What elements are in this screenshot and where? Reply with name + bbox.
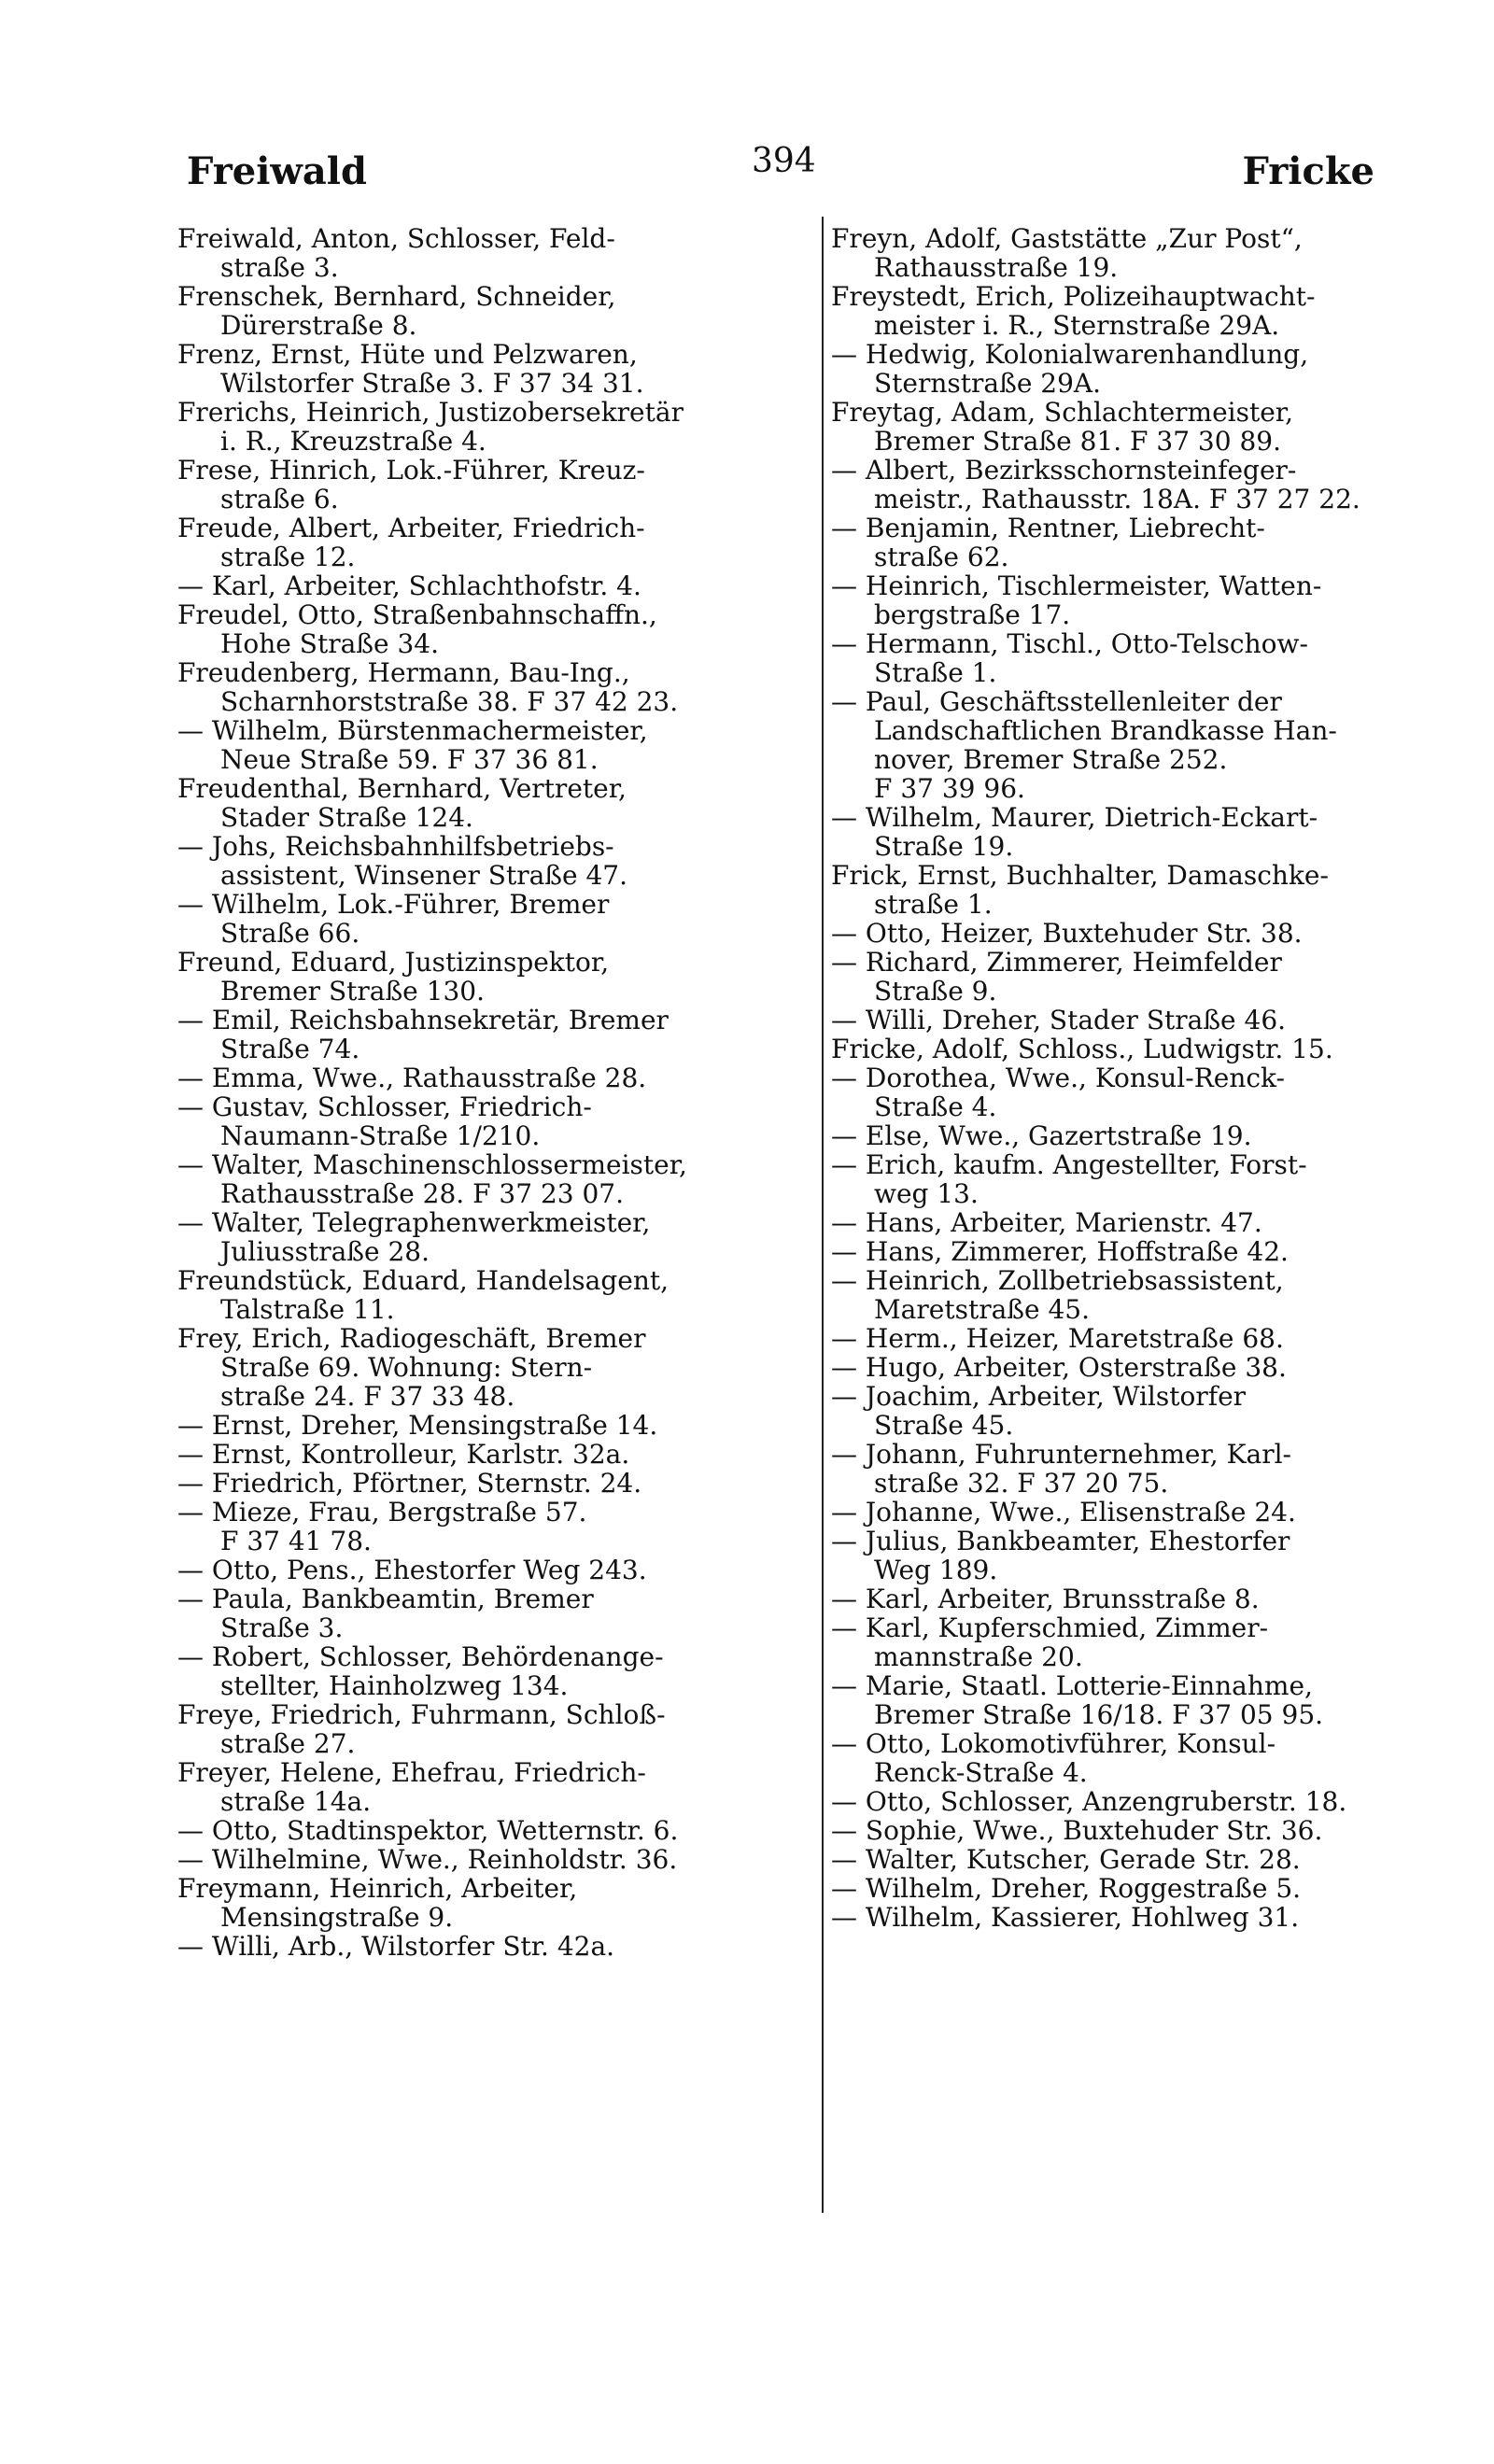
page-header (0, 142, 1494, 205)
directory-entry-line: straße 27. (220, 1729, 356, 1758)
directory-entry-line: Bremer Straße 130. (220, 977, 485, 1006)
directory-entry-line: Weg 189. (874, 1556, 998, 1584)
directory-entry-line: — Gustav, Schlosser, Friedrich- (177, 1092, 592, 1121)
directory-entry-line: Dürerstraße 8. (220, 311, 417, 340)
directory-entry-line: Freytag, Adam, Schlachtermeister, (831, 398, 1294, 427)
directory-entry-line: Frey, Erich, Radiogeschäft, Bremer (177, 1324, 646, 1353)
directory-entry-line: — Joachim, Arbeiter, Wilstorfer (831, 1382, 1247, 1411)
directory-entry-line: straße 3. (220, 253, 339, 282)
directory-entry-line: Frenschek, Bernhard, Schneider, (177, 282, 616, 311)
directory-entry-line: Freudenberg, Hermann, Bau-Ing., (177, 658, 630, 687)
directory-entry-line: — Paul, Geschäftsstellenleiter der (831, 687, 1282, 716)
directory-entry-line: — Hedwig, Kolonialwarenhandlung, (831, 340, 1309, 369)
directory-entry-line: Straße 69. Wohnung: Stern- (220, 1353, 593, 1382)
directory-entry-line: — Johs, Reichsbahnhilfsbetriebs- (177, 832, 614, 861)
directory-entry-line: — Hans, Zimmerer, Hoffstraße 42. (831, 1237, 1289, 1266)
directory-entry-line: — Marie, Staatl. Lotterie-Einnahme, (831, 1671, 1313, 1700)
directory-entry-line: Neue Straße 59. F 37 36 81. (220, 745, 599, 774)
directory-entry-line: Straße 74. (220, 1035, 360, 1063)
directory-entry-line: — Otto, Pens., Ehestorfer Weg 243. (177, 1556, 647, 1584)
header-first-entry: Freiwald (187, 149, 367, 193)
directory-entry-line: — Hugo, Arbeiter, Osterstraße 38. (831, 1353, 1287, 1382)
directory-entry-line: Mensingstraße 9. (220, 1903, 454, 1932)
directory-entry-line: Freundstück, Eduard, Handelsagent, (177, 1266, 669, 1295)
directory-entry-line: — Wilhelm, Maurer, Dietrich-Eckart- (831, 803, 1318, 832)
directory-entry-line: Freyer, Helene, Ehefrau, Friedrich- (177, 1758, 646, 1787)
directory-entry-line: Rathausstraße 19. (874, 253, 1119, 282)
directory-entry-line: — Mieze, Frau, Bergstraße 57. (177, 1498, 587, 1527)
directory-entry-line: nover, Bremer Straße 252. (874, 745, 1228, 774)
column-divider (822, 217, 824, 2213)
directory-entry-line: — Johann, Fuhrunternehmer, Karl- (831, 1440, 1292, 1469)
directory-entry-line: Freye, Friedrich, Fuhrmann, Schloß- (177, 1700, 666, 1729)
directory-entry-line: — Benjamin, Rentner, Liebrecht- (831, 514, 1265, 542)
directory-entry-line: stellter, Hainholzweg 134. (220, 1671, 569, 1700)
directory-entry-line: bergstraße 17. (874, 600, 1071, 629)
directory-entry-line: Freude, Albert, Arbeiter, Friedrich- (177, 514, 645, 542)
directory-entry-line: — Johanne, Wwe., Elisenstraße 24. (831, 1498, 1296, 1527)
directory-entry-line: Frese, Hinrich, Lok.-Führer, Kreuz- (177, 456, 645, 485)
directory-entry-line: Straße 66. (220, 919, 360, 948)
directory-entry-line: Sternstraße 29A. (874, 369, 1102, 398)
directory-entry-line: — Robert, Schlosser, Behördenange- (177, 1642, 664, 1671)
directory-entry-line: Bremer Straße 16/18. F 37 05 95. (874, 1700, 1324, 1729)
directory-entry-line: — Walter, Maschinenschlossermeister, (177, 1150, 687, 1179)
directory-entry-line: straße 6. (220, 485, 339, 514)
directory-entry-line: — Ernst, Kontrolleur, Karlstr. 32a. (177, 1440, 630, 1469)
directory-entry-line: straße 1. (874, 890, 993, 919)
directory-entry-line: Freystedt, Erich, Polizeihauptwacht- (831, 282, 1316, 311)
directory-entry-line: Freyn, Adolf, Gaststätte „Zur Post“, (831, 224, 1303, 253)
directory-entry-line: — Otto, Stadtinspektor, Wetternstr. 6. (177, 1816, 679, 1845)
directory-entry-line: Hohe Straße 34. (220, 629, 439, 658)
left-column (177, 224, 817, 1961)
directory-entry-line: straße 12. (220, 542, 356, 571)
directory-entry-line: — Julius, Bankbeamter, Ehestorfer (831, 1527, 1290, 1556)
directory-entry-line: — Otto, Heizer, Buxtehuder Str. 38. (831, 919, 1303, 948)
directory-entry-line: — Heinrich, Tischlermeister, Watten- (831, 571, 1322, 600)
directory-entry-line: weg 13. (874, 1179, 979, 1208)
directory-entry-line: — Hermann, Tischl., Otto-Telschow- (831, 629, 1308, 658)
directory-entry-line: Bremer Straße 81. F 37 30 89. (874, 427, 1281, 456)
directory-entry-line: — Herm., Heizer, Maretstraße 68. (831, 1324, 1284, 1353)
directory-entry-line: — Richard, Zimmerer, Heimfelder (831, 948, 1282, 977)
directory-entry-line: — Wilhelm, Dreher, Roggestraße 5. (831, 1874, 1302, 1903)
directory-entry-line: Straße 19. (874, 832, 1014, 861)
directory-entry-line: — Paula, Bankbeamtin, Bremer (177, 1584, 594, 1613)
directory-entry-line: Rathausstraße 28. F 37 23 07. (220, 1179, 625, 1208)
directory-entry-line: i. R., Kreuzstraße 4. (220, 427, 486, 456)
directory-entry-line: — Otto, Lokomotivführer, Konsul- (831, 1729, 1276, 1758)
right-column (831, 224, 1494, 1932)
directory-entry-line: Straße 3. (220, 1613, 344, 1642)
directory-entry-line: — Karl, Arbeiter, Brunsstraße 8. (831, 1584, 1260, 1613)
directory-entry-line: straße 14a. (220, 1787, 372, 1816)
directory-entry-line: meister i. R., Sternstraße 29A. (874, 311, 1280, 340)
directory-entry-line: straße 32. F 37 20 75. (874, 1469, 1169, 1498)
directory-entry-line: — Willi, Dreher, Stader Straße 46. (831, 1006, 1287, 1035)
header-last-entry: Fricke (1242, 149, 1374, 193)
directory-entry-line: Freiwald, Anton, Schlosser, Feld- (177, 224, 615, 253)
directory-entry-line: Straße 4. (874, 1092, 997, 1121)
directory-entry-line: Straße 45. (874, 1411, 1014, 1440)
directory-entry-line: Fricke, Adolf, Schloss., Ludwigstr. 15. (831, 1035, 1333, 1063)
directory-entry-line: F 37 41 78. (220, 1527, 372, 1556)
directory-entry-line: meistr., Rathausstr. 18A. F 37 27 22. (874, 485, 1360, 514)
directory-entry-line: Maretstraße 45. (874, 1295, 1090, 1324)
directory-entry-line: Frick, Ernst, Buchhalter, Damaschke- (831, 861, 1329, 890)
directory-entry-line: — Wilhelm, Lok.-Führer, Bremer (177, 890, 610, 919)
directory-entry-line: — Willi, Arb., Wilstorfer Str. 42a. (177, 1932, 615, 1961)
directory-entry-line: Straße 9. (874, 977, 997, 1006)
directory-entry-line: Freymann, Heinrich, Arbeiter, (177, 1874, 578, 1903)
directory-entry-line: — Walter, Telegraphenwerkmeister, (177, 1208, 651, 1237)
directory-entry-line: — Otto, Schlosser, Anzengruberstr. 18. (831, 1787, 1347, 1816)
directory-entry-line: Frenz, Ernst, Hüte und Pelzwaren, (177, 340, 638, 369)
directory-entry-line: Naumann-Straße 1/210. (220, 1121, 541, 1150)
directory-entry-line: — Emma, Wwe., Rathausstraße 28. (177, 1063, 647, 1092)
directory-entry-line: Wilstorfer Straße 3. F 37 34 31. (220, 369, 644, 398)
directory-entry-line: F 37 39 96. (874, 774, 1025, 803)
directory-entry-line: — Heinrich, Zollbetriebsassistent, (831, 1266, 1284, 1295)
directory-entry-line: Talstraße 11. (220, 1295, 395, 1324)
directory-entry-line: — Wilhelm, Kassierer, Hohlweg 31. (831, 1903, 1300, 1932)
directory-entry-line: straße 62. (874, 542, 1009, 571)
directory-entry-line: — Karl, Kupferschmied, Zimmer- (831, 1613, 1269, 1642)
directory-entry-line: — Friedrich, Pförtner, Sternstr. 24. (177, 1469, 642, 1498)
directory-entry-line: Straße 1. (874, 658, 997, 687)
page-number: 394 (752, 142, 816, 180)
directory-entry-line: — Emil, Reichsbahnsekretär, Bremer (177, 1006, 669, 1035)
directory-entry-line: — Erich, kaufm. Angestellter, Forst- (831, 1150, 1307, 1179)
directory-entry-line: — Wilhelm, Bürstenmachermeister, (177, 716, 648, 745)
directory-entry-line: — Sophie, Wwe., Buxtehuder Str. 36. (831, 1816, 1323, 1845)
directory-entry-line: — Else, Wwe., Gazertstraße 19. (831, 1121, 1252, 1150)
directory-entry-line: — Albert, Bezirksschornsteinfeger- (831, 456, 1297, 485)
directory-entry-line: — Hans, Arbeiter, Marienstr. 47. (831, 1208, 1262, 1237)
directory-entry-line: Freudel, Otto, Straßenbahnschaffn., (177, 600, 657, 629)
directory-entry-line: Stader Straße 124. (220, 803, 473, 832)
directory-entry-line: Landschaftlichen Brandkasse Han- (874, 716, 1337, 745)
directory-entry-line: — Wilhelmine, Wwe., Reinholdstr. 36. (177, 1845, 678, 1874)
directory-entry-line: Freudenthal, Bernhard, Vertreter, (177, 774, 627, 803)
directory-entry-line: mannstraße 20. (874, 1642, 1083, 1671)
directory-entry-line: — Walter, Kutscher, Gerade Str. 28. (831, 1845, 1301, 1874)
directory-entry-line: assistent, Winsener Straße 47. (220, 861, 627, 890)
directory-entry-line: Renck-Straße 4. (874, 1758, 1088, 1787)
directory-entry-line: Frerichs, Heinrich, Justizobersekretär (177, 398, 684, 427)
directory-entry-line: Juliusstraße 28. (220, 1237, 430, 1266)
directory-entry-line: — Ernst, Dreher, Mensingstraße 14. (177, 1411, 658, 1440)
directory-entry-line: Freund, Eduard, Justizinspektor, (177, 948, 610, 977)
directory-entry-line: — Dorothea, Wwe., Konsul-Renck- (831, 1063, 1285, 1092)
directory-entry-line: — Karl, Arbeiter, Schlachthofstr. 4. (177, 571, 641, 600)
directory-entry-line: straße 24. F 37 33 48. (220, 1382, 515, 1411)
directory-entry-line: Scharnhorststraße 38. F 37 42 23. (220, 687, 679, 716)
